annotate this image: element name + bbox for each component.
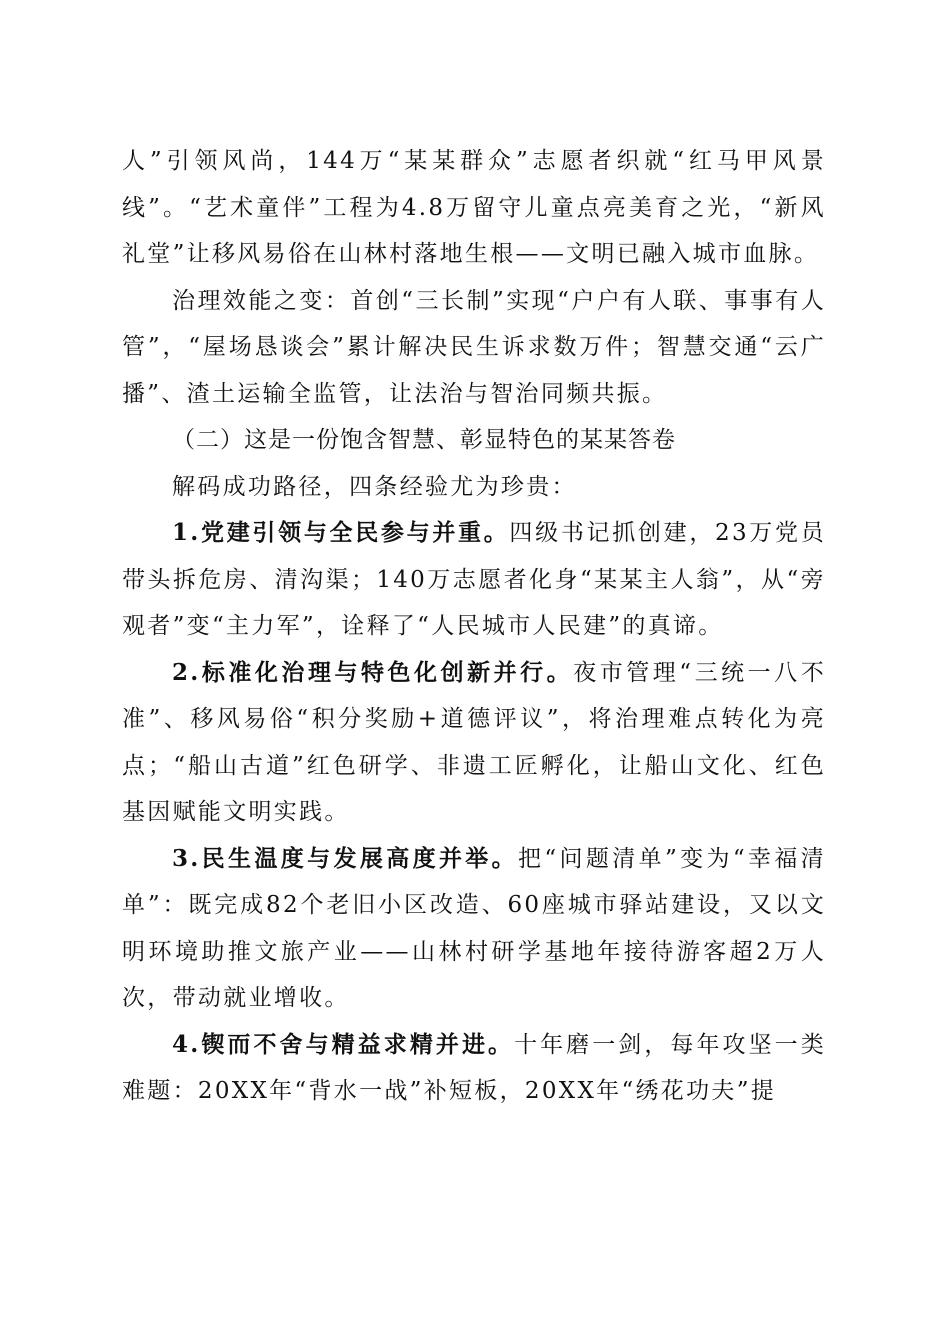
document-page <box>122 138 826 1115</box>
experience-item-2-body: 夜市管理“三统一八不准”、移风易俗“积分奖励+道德评议”，将治理难点转化为亮点；“船山古道”红色研学、非遗工匠孵化，让船山文化、红色基因赋能文明实践。 <box>122 659 826 825</box>
paragraph-governance: 治理效能之变：首创“三长制”实现“户户有人联、事事有人管”，“屋场恳谈会”累计解决民生诉求数万件；智慧交通“云广播”、渣土运输全监管，让法治与智治同频共振。 <box>122 287 826 407</box>
experience-item-3 <box>122 836 826 1022</box>
experience-item-1-lead: 1.党建引领与全民参与并重。 <box>172 519 510 546</box>
paragraph-intro: 解码成功路径，四条经验尤为珍贵： <box>172 473 577 500</box>
experience-item-2 <box>122 650 826 836</box>
experience-item-4-body: 十年磨一剑，每年攻坚一类难题：20XX年“背水一战”补短板，20XX年“绣花功夫”提 <box>122 1031 826 1104</box>
experience-item-4-lead: 4.锲而不舍与精益求精并进。 <box>172 1030 515 1058</box>
section-heading-2: （二）这是一份饱含智慧、彰显特色的某某答卷 <box>172 427 676 453</box>
experience-item-3-body: 把“问题清单”变为“幸福清单”：既完成82个老旧小区改造、60座城市驿站建设，又以文明环境助推文旅产业——山林村研学基地年接待游客超2万人次，带动就业增收。 <box>122 845 826 1011</box>
experience-item-1-body: 四级书记抓创建，23万党员带头拆危房、清沟渠；140万志愿者化身“某某主人翁”，从“旁观者”变“主力军”，诠释了“人民城市人民建”的真谛。 <box>122 520 826 639</box>
experience-item-1 <box>122 510 826 650</box>
experience-item-4 <box>122 1022 826 1115</box>
experience-item-2-lead: 2.标准化治理与特色化创新并行。 <box>172 658 574 686</box>
experience-item-3-lead: 3.民生温度与发展高度并举。 <box>172 844 519 872</box>
paragraph-civilization: 人”引领风尚，144万“某某群众”志愿者织就“红马甲风景线”。“艺术童伴”工程为4.8万留守儿童点亮美育之光，“新风礼堂”让移风易俗在山林村落地生根——文明已融入城市血脉。 <box>122 148 826 267</box>
